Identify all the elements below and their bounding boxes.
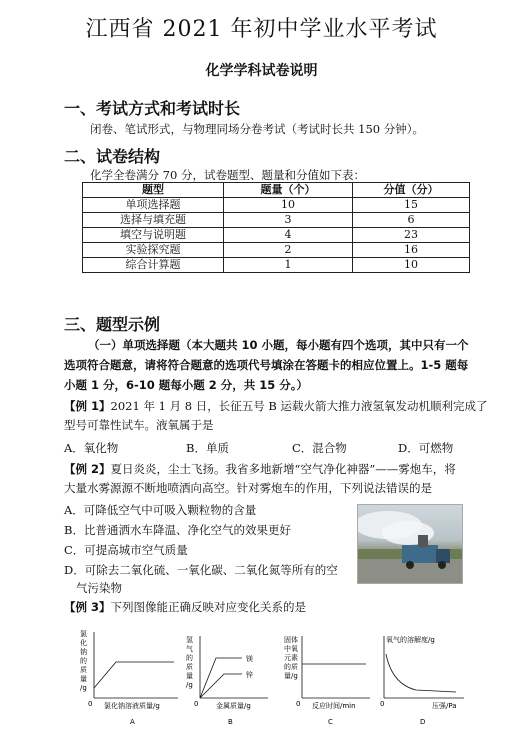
graph-a-letter: A [130, 718, 135, 726]
graph-d-origin: 0 [380, 700, 385, 708]
graph-a [66, 628, 182, 732]
part-1-instruction-line: （一）单项选择题（本大题共 10 小题，每小题有四个选项，其中只有一个 [88, 338, 469, 352]
fog-cannon-truck-photo [357, 504, 463, 584]
truck-illustration [358, 505, 462, 583]
example-1-option-a: A．氧化物 [64, 441, 119, 455]
graph-b-ylabel: 氢气的质量/g [186, 636, 193, 689]
example-2-option-b: B．比普通洒水车降温、净化空气的效果更好 [64, 523, 291, 537]
example-1-line: 型号可靠性试车。液氧属于是 [64, 418, 214, 432]
example-3-line [64, 598, 306, 616]
graph-b-letter: B [228, 718, 233, 726]
table-cell: 10 [353, 258, 470, 273]
graph-a-ylabel: 氯化钠的质量/g [80, 630, 87, 692]
table-cell: 10 [224, 198, 353, 213]
graph-c-xlabel: 反应时间/min [312, 702, 356, 710]
page-subtitle: 化学学科试卷说明 [205, 63, 318, 79]
table-cell: 6 [353, 213, 470, 228]
table-row [83, 243, 470, 258]
graph-a-origin: 0 [88, 700, 93, 708]
graph-d-letter: D [420, 718, 426, 726]
section-1-body: 闭卷、笔试形式，与物理同场分卷考试（考试时长共 150 分钟）。 [90, 122, 425, 136]
graph-c-ylabel: 固体中氧元素的质量/g [284, 636, 298, 680]
table-header-cell: 分值（分） [353, 183, 470, 198]
table-cell: 15 [353, 198, 470, 213]
score-table [82, 182, 470, 273]
example-1-option-c: C．混合物 [292, 441, 347, 455]
example-1-line [64, 397, 487, 415]
example-2-option-d: D．可除去二氧化硫、一氧化碳、二氧化氮等所有的空 [64, 563, 338, 577]
table-cell: 2 [224, 243, 353, 258]
table-cell: 4 [224, 228, 353, 243]
section-2-heading: 二、试卷结构 [64, 147, 161, 166]
table-header-cell: 题量（个） [224, 183, 353, 198]
graph-c-origin: 0 [296, 700, 301, 708]
table-row [83, 258, 470, 273]
example-2-option-c: C．可提高城市空气质量 [64, 543, 188, 557]
table-header-cell: 题型 [83, 183, 224, 198]
table-cell: 3 [224, 213, 353, 228]
example-1-tag: 【例 1】 [64, 399, 111, 413]
graph-b-series-zn: 锌 [246, 671, 253, 679]
graph-c-letter: C [328, 718, 333, 726]
table-cell: 选择与填充题 [83, 213, 224, 228]
example-2-tag: 【例 2】 [64, 462, 111, 476]
graph-c [276, 628, 376, 732]
section-1-heading: 一、考试方式和考试时长 [64, 99, 241, 118]
page-title: 江西省 2021 年初中学业水平考试 [85, 17, 438, 42]
example-1-option-b: B．单质 [186, 441, 229, 455]
example-3-tag: 【例 3】 [64, 600, 111, 614]
graph-b-xlabel: 金属质量/g [216, 702, 251, 710]
part-1-instruction-line: 选项符合题意，请将符合题意的选项代号填涂在答题卡的相应位置上。1-5 题每 [64, 358, 469, 372]
example-1-text: 2021 年 1 月 8 日，长征五号 B 运载火箭大推力液氢氧发动机顺利完成了 [110, 399, 488, 413]
table-cell: 1 [224, 258, 353, 273]
example-3-text: 下列图像能正确反映对应变化关系的是 [110, 600, 307, 614]
table-cell: 16 [353, 243, 470, 258]
table-cell: 单项选择题 [83, 198, 224, 213]
graph-d [376, 628, 476, 732]
graph-d-ylabel: 氧气的溶解度/g [386, 636, 435, 644]
example-2-option-a: A．可降低空气中可吸入颗粒物的含量 [64, 503, 257, 517]
graph-a-xlabel: 氯化钠溶液质量/g [104, 702, 160, 710]
table-cell: 填空与说明题 [83, 228, 224, 243]
example-2-option-d-cont: 气污染物 [76, 581, 122, 595]
table-row [83, 213, 470, 228]
example-2-line [64, 460, 456, 478]
example-1-option-d: D．可燃物 [398, 441, 454, 455]
table-row [83, 198, 470, 213]
table-cell: 实验探究题 [83, 243, 224, 258]
graph-b-series-mg: 镁 [246, 655, 253, 663]
graph-d-xlabel: 压强/Pa [432, 702, 457, 710]
graph-b-origin: 0 [194, 700, 199, 708]
section-2-intro: 化学全卷满分 70 分，试卷题型、题量和分值如下表： [90, 168, 365, 182]
example-2-text: 夏日炎炎，尘土飞扬。我省多地新增“空气净化神器”——雾炮车，将 [110, 462, 456, 476]
graph-b [176, 628, 276, 732]
part-1-instruction-line: 小题 1 分，6-10 题每小题 2 分，共 15 分。） [64, 378, 309, 392]
example-2-line: 大量水雾源源不断地喷洒向高空。针对雾炮车的作用，下列说法错误的是 [64, 481, 432, 495]
table-cell: 23 [353, 228, 470, 243]
table-cell: 综合计算题 [83, 258, 224, 273]
table-header-row [83, 183, 470, 198]
table-row [83, 228, 470, 243]
section-3-heading: 三、题型示例 [64, 315, 161, 334]
